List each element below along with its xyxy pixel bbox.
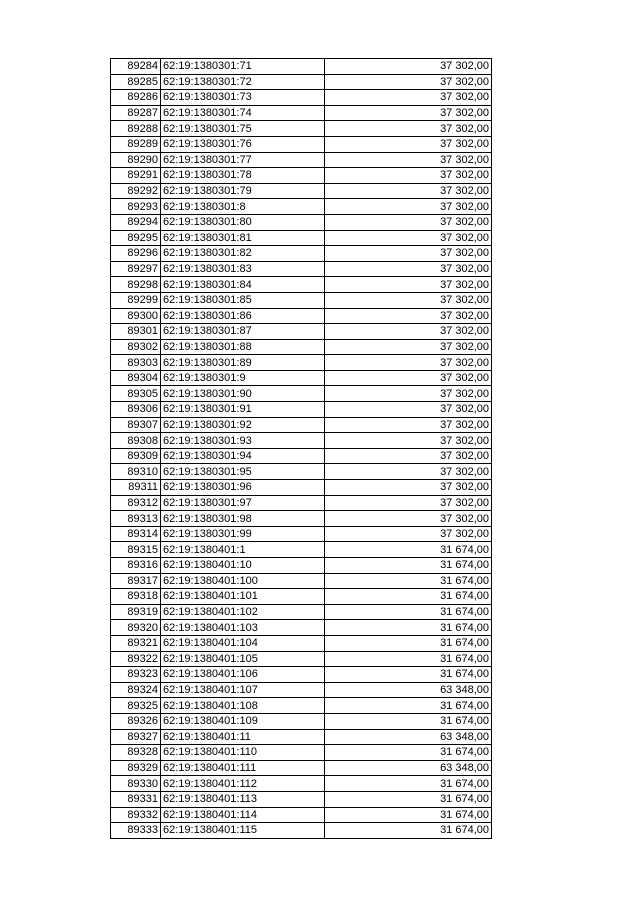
table-row <box>111 292 492 308</box>
cadastral-value-cell: 37 302,00 <box>325 448 492 464</box>
cadastral-value-cell: 37 302,00 <box>325 199 492 215</box>
cadastral-value-cell: 37 302,00 <box>325 526 492 542</box>
table-row <box>111 791 492 807</box>
cadastral-number-cell: 62:19:1380401:112 <box>161 776 325 792</box>
cadastral-value-cell: 31 674,00 <box>325 651 492 667</box>
table-row <box>111 370 492 386</box>
table-row <box>111 480 492 496</box>
cadastral-number-cell: 62:19:1380301:72 <box>161 74 325 90</box>
row-number-cell: 89328 <box>111 745 161 761</box>
row-number-cell: 89299 <box>111 292 161 308</box>
cadastral-value-cell: 37 302,00 <box>325 230 492 246</box>
cadastral-value-cell: 31 674,00 <box>325 807 492 823</box>
row-number-cell: 89285 <box>111 74 161 90</box>
row-number-cell: 89302 <box>111 339 161 355</box>
cadastral-number-cell: 62:19:1380301:84 <box>161 277 325 293</box>
cadastral-number-cell: 62:19:1380301:79 <box>161 183 325 199</box>
table-row <box>111 573 492 589</box>
row-number-cell: 89287 <box>111 105 161 121</box>
row-number-cell: 89333 <box>111 823 161 839</box>
cadastral-value-cell: 37 302,00 <box>325 355 492 371</box>
row-number-cell: 89326 <box>111 713 161 729</box>
cadastral-number-cell: 62:19:1380401:114 <box>161 807 325 823</box>
row-number-cell: 89290 <box>111 152 161 168</box>
cadastral-number-cell: 62:19:1380301:80 <box>161 214 325 230</box>
cadastral-value-cell: 31 674,00 <box>325 823 492 839</box>
row-number-cell: 89298 <box>111 277 161 293</box>
table-row <box>111 152 492 168</box>
row-number-cell: 89311 <box>111 480 161 496</box>
table-row <box>111 635 492 651</box>
table-row <box>111 558 492 574</box>
cadastral-value-cell: 37 302,00 <box>325 74 492 90</box>
cadastral-number-cell: 62:19:1380301:74 <box>161 105 325 121</box>
table-row <box>111 511 492 527</box>
table-row <box>111 667 492 683</box>
table-row <box>111 168 492 184</box>
table-row <box>111 760 492 776</box>
row-number-cell: 89316 <box>111 558 161 574</box>
cadastral-value-cell: 37 302,00 <box>325 386 492 402</box>
table-row <box>111 214 492 230</box>
cadastral-value-cell: 31 674,00 <box>325 776 492 792</box>
cadastral-value-cell: 37 302,00 <box>325 464 492 480</box>
cadastral-value-cell: 63 348,00 <box>325 729 492 745</box>
row-number-cell: 89329 <box>111 760 161 776</box>
spreadsheet-page <box>110 58 492 839</box>
cadastral-number-cell: 62:19:1380401:11 <box>161 729 325 745</box>
cadastral-number-cell: 62:19:1380301:87 <box>161 324 325 340</box>
table-row <box>111 261 492 277</box>
cadastral-value-cell: 37 302,00 <box>325 308 492 324</box>
cadastral-number-cell: 62:19:1380301:75 <box>161 121 325 137</box>
row-number-cell: 89292 <box>111 183 161 199</box>
cadastral-value-cell: 31 674,00 <box>325 667 492 683</box>
cadastral-value-cell: 37 302,00 <box>325 511 492 527</box>
row-number-cell: 89314 <box>111 526 161 542</box>
row-number-cell: 89291 <box>111 168 161 184</box>
row-number-cell: 89289 <box>111 136 161 152</box>
table-row <box>111 589 492 605</box>
cadastral-value-cell: 31 674,00 <box>325 791 492 807</box>
table-row <box>111 464 492 480</box>
table-row <box>111 308 492 324</box>
cadastral-value-cell: 37 302,00 <box>325 292 492 308</box>
cadastral-number-cell: 62:19:1380401:105 <box>161 651 325 667</box>
table-row <box>111 620 492 636</box>
cadastral-value-cell: 37 302,00 <box>325 417 492 433</box>
cadastral-value-cell: 37 302,00 <box>325 121 492 137</box>
table-row <box>111 651 492 667</box>
row-number-cell: 89330 <box>111 776 161 792</box>
cadastral-number-cell: 62:19:1380301:9 <box>161 370 325 386</box>
cadastral-number-cell: 62:19:1380401:107 <box>161 682 325 698</box>
cadastral-number-cell: 62:19:1380301:93 <box>161 433 325 449</box>
table-row <box>111 74 492 90</box>
table-row <box>111 776 492 792</box>
cadastral-number-cell: 62:19:1380401:101 <box>161 589 325 605</box>
cadastral-number-cell: 62:19:1380301:98 <box>161 511 325 527</box>
cadastral-number-cell: 62:19:1380301:8 <box>161 199 325 215</box>
table-row <box>111 682 492 698</box>
row-number-cell: 89323 <box>111 667 161 683</box>
cadastral-number-cell: 62:19:1380301:81 <box>161 230 325 246</box>
cadastral-value-cell: 63 348,00 <box>325 682 492 698</box>
table-row <box>111 277 492 293</box>
table-row <box>111 713 492 729</box>
cadastral-number-cell: 62:19:1380301:76 <box>161 136 325 152</box>
cadastral-value-cell: 37 302,00 <box>325 105 492 121</box>
row-number-cell: 89312 <box>111 495 161 511</box>
cadastral-value-cell: 37 302,00 <box>325 59 492 75</box>
cadastral-number-cell: 62:19:1380301:94 <box>161 448 325 464</box>
cadastral-number-cell: 62:19:1380401:10 <box>161 558 325 574</box>
cadastral-number-cell: 62:19:1380401:103 <box>161 620 325 636</box>
cadastral-number-cell: 62:19:1380301:90 <box>161 386 325 402</box>
cadastral-value-cell: 37 302,00 <box>325 136 492 152</box>
cadastral-number-cell: 62:19:1380301:77 <box>161 152 325 168</box>
row-number-cell: 89296 <box>111 246 161 262</box>
row-number-cell: 89303 <box>111 355 161 371</box>
table-row <box>111 433 492 449</box>
cadastral-number-cell: 62:19:1380301:85 <box>161 292 325 308</box>
table-row <box>111 386 492 402</box>
cadastral-value-cell: 37 302,00 <box>325 495 492 511</box>
table-row <box>111 417 492 433</box>
cadastral-value-cell: 37 302,00 <box>325 214 492 230</box>
cadastral-number-cell: 62:19:1380301:91 <box>161 402 325 418</box>
cadastral-number-cell: 62:19:1380401:111 <box>161 760 325 776</box>
table-row <box>111 807 492 823</box>
table-row <box>111 823 492 839</box>
cadastral-number-cell: 62:19:1380401:110 <box>161 745 325 761</box>
cadastral-value-cell: 37 302,00 <box>325 324 492 340</box>
row-number-cell: 89288 <box>111 121 161 137</box>
table-row <box>111 105 492 121</box>
table-row <box>111 526 492 542</box>
cadastral-value-cell: 31 674,00 <box>325 558 492 574</box>
cadastral-number-cell: 62:19:1380301:82 <box>161 246 325 262</box>
row-number-cell: 89317 <box>111 573 161 589</box>
table-row <box>111 604 492 620</box>
cadastral-value-cell: 31 674,00 <box>325 745 492 761</box>
cadastral-value-cell: 31 674,00 <box>325 542 492 558</box>
cadastral-value-cell: 37 302,00 <box>325 168 492 184</box>
row-number-cell: 89300 <box>111 308 161 324</box>
row-number-cell: 89284 <box>111 59 161 75</box>
row-number-cell: 89321 <box>111 635 161 651</box>
row-number-cell: 89304 <box>111 370 161 386</box>
table-row <box>111 729 492 745</box>
table-row <box>111 355 492 371</box>
row-number-cell: 89315 <box>111 542 161 558</box>
table-row <box>111 246 492 262</box>
row-number-cell: 89320 <box>111 620 161 636</box>
row-number-cell: 89332 <box>111 807 161 823</box>
cadastral-value-cell: 37 302,00 <box>325 90 492 106</box>
table-row <box>111 698 492 714</box>
cadastral-number-cell: 62:19:1380301:89 <box>161 355 325 371</box>
cadastral-number-cell: 62:19:1380301:99 <box>161 526 325 542</box>
table-row <box>111 542 492 558</box>
cadastral-number-cell: 62:19:1380401:1 <box>161 542 325 558</box>
row-number-cell: 89319 <box>111 604 161 620</box>
cadastral-value-cell: 37 302,00 <box>325 246 492 262</box>
cadastral-number-cell: 62:19:1380401:108 <box>161 698 325 714</box>
cadastral-value-cell: 37 302,00 <box>325 402 492 418</box>
table-row <box>111 495 492 511</box>
cadastral-number-cell: 62:19:1380301:83 <box>161 261 325 277</box>
cadastral-value-cell: 37 302,00 <box>325 261 492 277</box>
table-row <box>111 136 492 152</box>
cadastral-number-cell: 62:19:1380401:109 <box>161 713 325 729</box>
cadastral-number-cell: 62:19:1380401:115 <box>161 823 325 839</box>
row-number-cell: 89294 <box>111 214 161 230</box>
cadastral-value-cell: 31 674,00 <box>325 573 492 589</box>
cadastral-number-cell: 62:19:1380301:92 <box>161 417 325 433</box>
cadastral-number-cell: 62:19:1380401:102 <box>161 604 325 620</box>
table-row <box>111 448 492 464</box>
row-number-cell: 89305 <box>111 386 161 402</box>
row-number-cell: 89306 <box>111 402 161 418</box>
row-number-cell: 89286 <box>111 90 161 106</box>
cadastral-number-cell: 62:19:1380301:73 <box>161 90 325 106</box>
row-number-cell: 89293 <box>111 199 161 215</box>
cadastral-value-cell: 37 302,00 <box>325 339 492 355</box>
row-number-cell: 89331 <box>111 791 161 807</box>
cadastral-value-cell: 37 302,00 <box>325 183 492 199</box>
cadastral-value-cell: 31 674,00 <box>325 620 492 636</box>
cadastral-number-cell: 62:19:1380301:71 <box>161 59 325 75</box>
cadastral-value-cell: 37 302,00 <box>325 277 492 293</box>
row-number-cell: 89325 <box>111 698 161 714</box>
row-number-cell: 89310 <box>111 464 161 480</box>
cadastral-number-cell: 62:19:1380301:86 <box>161 308 325 324</box>
table-row <box>111 230 492 246</box>
table-row <box>111 324 492 340</box>
cadastral-number-cell: 62:19:1380301:96 <box>161 480 325 496</box>
table-row <box>111 339 492 355</box>
row-number-cell: 89322 <box>111 651 161 667</box>
row-number-cell: 89313 <box>111 511 161 527</box>
cadastral-value-cell: 63 348,00 <box>325 760 492 776</box>
cadastral-value-cell: 37 302,00 <box>325 152 492 168</box>
cadastral-value-cell: 31 674,00 <box>325 635 492 651</box>
cadastral-value-table <box>110 58 492 839</box>
cadastral-number-cell: 62:19:1380301:95 <box>161 464 325 480</box>
row-number-cell: 89295 <box>111 230 161 246</box>
row-number-cell: 89308 <box>111 433 161 449</box>
table-row <box>111 183 492 199</box>
table-row <box>111 59 492 75</box>
table-body <box>111 59 492 839</box>
row-number-cell: 89297 <box>111 261 161 277</box>
row-number-cell: 89301 <box>111 324 161 340</box>
cadastral-value-cell: 31 674,00 <box>325 713 492 729</box>
cadastral-number-cell: 62:19:1380401:100 <box>161 573 325 589</box>
cadastral-number-cell: 62:19:1380301:97 <box>161 495 325 511</box>
cadastral-number-cell: 62:19:1380301:78 <box>161 168 325 184</box>
table-row <box>111 121 492 137</box>
row-number-cell: 89309 <box>111 448 161 464</box>
row-number-cell: 89324 <box>111 682 161 698</box>
table-row <box>111 90 492 106</box>
cadastral-value-cell: 31 674,00 <box>325 604 492 620</box>
cadastral-value-cell: 31 674,00 <box>325 698 492 714</box>
cadastral-number-cell: 62:19:1380401:104 <box>161 635 325 651</box>
row-number-cell: 89327 <box>111 729 161 745</box>
cadastral-number-cell: 62:19:1380301:88 <box>161 339 325 355</box>
cadastral-number-cell: 62:19:1380401:106 <box>161 667 325 683</box>
cadastral-value-cell: 37 302,00 <box>325 433 492 449</box>
cadastral-value-cell: 37 302,00 <box>325 480 492 496</box>
cadastral-value-cell: 31 674,00 <box>325 589 492 605</box>
cadastral-number-cell: 62:19:1380401:113 <box>161 791 325 807</box>
table-row <box>111 199 492 215</box>
row-number-cell: 89307 <box>111 417 161 433</box>
row-number-cell: 89318 <box>111 589 161 605</box>
cadastral-value-cell: 37 302,00 <box>325 370 492 386</box>
table-row <box>111 402 492 418</box>
table-row <box>111 745 492 761</box>
